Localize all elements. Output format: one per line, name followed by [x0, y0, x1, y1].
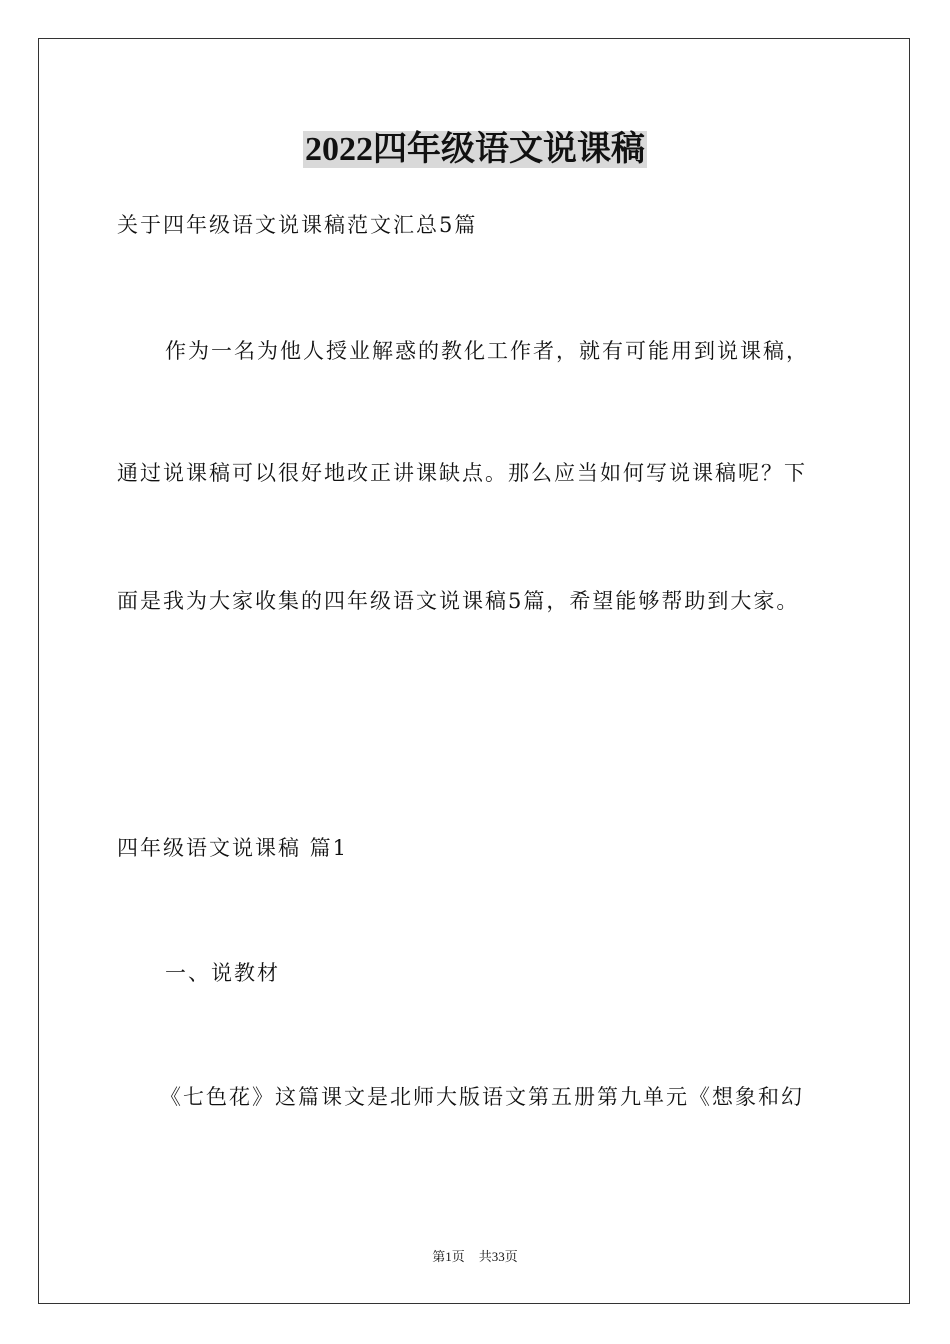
section-heading: 四年级语文说课稿 篇1 [117, 836, 349, 860]
body-paragraph-line: 《七色花》这篇课文是北师大版语文第五册第九单元《想象和幻 [160, 1085, 804, 1109]
page-number: 第1页 [432, 1249, 465, 1264]
intro-paragraph-line-2: 通过说课稿可以很好地改正讲课缺点。那么应当如何写说课稿呢？下 [117, 461, 807, 485]
document-title-text: 2022四年级语文说课稿 [305, 131, 645, 168]
intro-paragraph-line-1: 作为一名为他人授业解惑的教化工作者，就有可能用到说课稿， [165, 339, 809, 363]
document-subtitle: 关于四年级语文说课稿范文汇总5篇 [117, 213, 478, 237]
page-footer [0, 1246, 950, 1265]
document-title [0, 126, 950, 174]
subsection-heading: 一、说教材 [165, 961, 280, 985]
page-total: 共33页 [478, 1249, 518, 1264]
intro-paragraph-line-3: 面是我为大家收集的四年级语文说课稿5篇，希望能够帮助到大家。 [117, 589, 800, 613]
